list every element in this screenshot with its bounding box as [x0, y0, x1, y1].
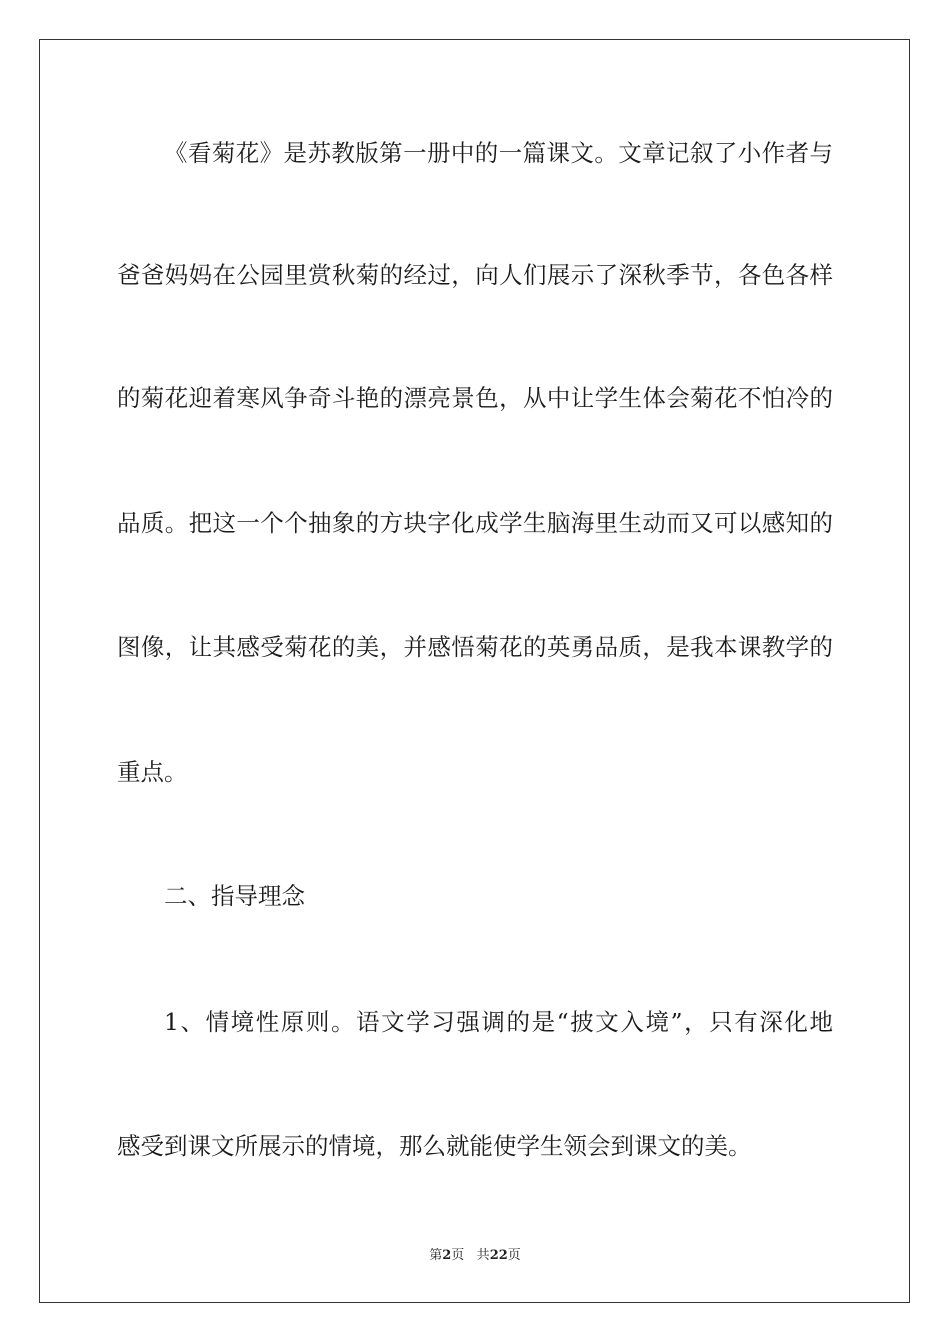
page-footer — [0, 1247, 950, 1265]
page-border — [39, 39, 910, 1303]
paragraph-2-line-2: 感受到课文所展示的情境，那么就能使学生领会到课文的美。 — [117, 1132, 752, 1160]
section-heading: 二、指导理念 — [164, 882, 305, 910]
total-pages: 22 — [489, 1248, 508, 1263]
paragraph-1-line-2: 爸爸妈妈在公园里赏秋菊的经过，向人们展示了深秋季节，各色各样 — [117, 261, 833, 289]
total-suffix: 页 — [507, 1248, 521, 1263]
paragraph-1-line-1: 《看菊花》是苏教版第一册中的一篇课文。文章记叙了小作者与 — [164, 139, 833, 167]
total-prefix: 共 — [476, 1248, 490, 1263]
paragraph-1-line-6: 重点。 — [117, 758, 188, 786]
paragraph-1-line-4: 品质。把这一个个抽象的方块字化成学生脑海里生动而又可以感知的 — [117, 509, 833, 537]
paragraph-1-line-3: 的菊花迎着寒风争奇斗艳的漂亮景色，从中让学生体会菊花不怕冷的 — [117, 384, 833, 412]
page-prefix: 第 — [429, 1248, 443, 1263]
paragraph-1-line-5: 图像，让其感受菊花的美，并感悟菊花的英勇品质，是我本课教学的 — [117, 633, 833, 661]
page-suffix: 页 — [451, 1248, 465, 1263]
page-number: 2 — [442, 1248, 452, 1263]
paragraph-2-line-1: 1、情境性原则。语文学习强调的是“披文入境”，只有深化地 — [164, 1008, 833, 1036]
